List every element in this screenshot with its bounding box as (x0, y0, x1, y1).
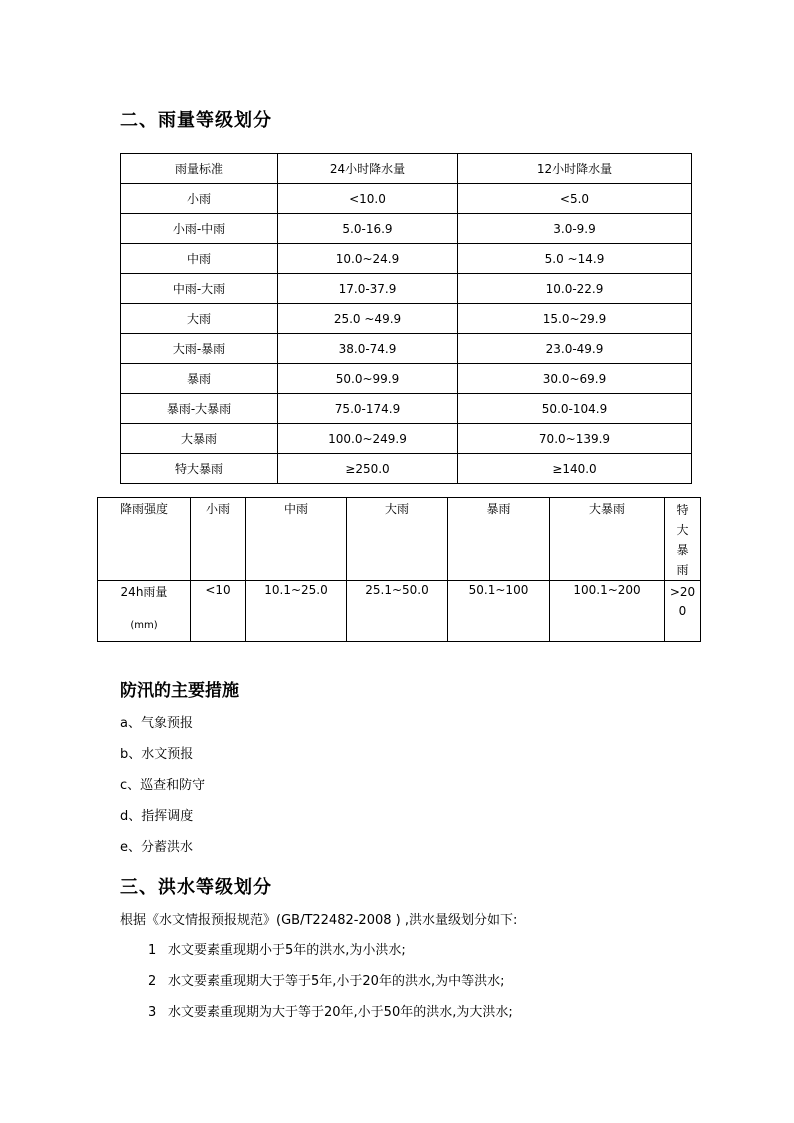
table-header-row (98, 498, 701, 581)
list-item: d、指挥调度 (120, 809, 194, 824)
item-number: 2 (148, 974, 157, 989)
table-row (121, 334, 692, 364)
header-cell: 暴雨 (448, 498, 550, 581)
rain-12h-cell: 30.0~69.9 (458, 364, 692, 394)
header-cell: 小雨 (191, 498, 246, 581)
header-cell: 12小时降水量 (458, 154, 692, 184)
table-header-row (121, 154, 692, 184)
item-number: 1 (148, 943, 157, 958)
flood-measures-list (120, 714, 205, 869)
rain-12h-cell: 50.0-104.9 (458, 394, 692, 424)
list-item: a、气象预报 (120, 716, 193, 731)
header-cell: 雨量标准 (121, 154, 278, 184)
rain-12h-cell: 70.0~139.9 (458, 424, 692, 454)
rain-24h-cell: 38.0-74.9 (278, 334, 458, 364)
value-cell: 25.1~50.0 (347, 581, 448, 642)
value-cell: 50.1~100 (448, 581, 550, 642)
value-cell (665, 581, 701, 642)
header-cell: 大雨 (347, 498, 448, 581)
item-text: 水文要素重现期为大于等于20年,小于50年的洪水,为大洪水; (168, 1005, 513, 1020)
table-row (121, 394, 692, 424)
header-cell: 中雨 (246, 498, 347, 581)
table-row (98, 581, 701, 642)
rain-24h-cell: 50.0~99.9 (278, 364, 458, 394)
row-label: 24h雨量 (120, 585, 168, 599)
header-cell-text: 特大暴雨 (676, 503, 689, 577)
rain-24h-cell: 75.0-174.9 (278, 394, 458, 424)
rain-24h-cell: 25.0 ~49.9 (278, 304, 458, 334)
table-row (121, 244, 692, 274)
table-row (121, 214, 692, 244)
header-cell (665, 498, 701, 581)
rain-12h-cell: 15.0~29.9 (458, 304, 692, 334)
item-number: 3 (148, 1005, 157, 1020)
section3-intro: 根据《水文情报预报规范》(GB/T22482-2008 ) ,洪水量级划分如下: (120, 913, 518, 928)
list-item: b、水文预报 (120, 747, 194, 762)
rain-12h-cell: <5.0 (458, 184, 692, 214)
table-row (121, 274, 692, 304)
rain-24h-cell: 5.0-16.9 (278, 214, 458, 244)
rain-24h-cell: 100.0~249.9 (278, 424, 458, 454)
rain-12h-cell: 3.0-9.9 (458, 214, 692, 244)
value-cell: <10 (191, 581, 246, 642)
rain-level-cell: 特大暴雨 (121, 454, 278, 484)
section2-title: 二、雨量等级划分 (120, 110, 272, 131)
rain-12h-cell: 23.0-49.9 (458, 334, 692, 364)
section3-title: 三、洪水等级划分 (120, 877, 272, 898)
rain-intensity-table (97, 497, 701, 642)
list-item: c、巡查和防守 (120, 778, 206, 793)
list-item: e、分蓄洪水 (120, 840, 193, 855)
rain-level-cell: 中雨-大雨 (121, 274, 278, 304)
rain-12h-cell: 5.0 ~14.9 (458, 244, 692, 274)
table-row (121, 454, 692, 484)
row-label-cell (98, 581, 191, 642)
rain-level-cell: 大雨 (121, 304, 278, 334)
table-row (121, 304, 692, 334)
flood-rules-list (148, 940, 513, 1033)
rain-24h-cell: <10.0 (278, 184, 458, 214)
header-cell: 24小时降水量 (278, 154, 458, 184)
rain-level-cell: 暴雨 (121, 364, 278, 394)
rainfall-level-table (120, 153, 692, 484)
rain-24h-cell: 10.0~24.9 (278, 244, 458, 274)
item-text: 水文要素重现期小于5年的洪水,为小洪水; (168, 943, 406, 958)
item-text: 水文要素重现期大于等于5年,小于20年的洪水,为中等洪水; (168, 974, 505, 989)
table-row (121, 424, 692, 454)
table-row (121, 364, 692, 394)
rain-level-cell: 小雨 (121, 184, 278, 214)
flood-measures-title: 防汛的主要措施 (120, 681, 239, 701)
header-cell: 大暴雨 (550, 498, 665, 581)
rain-level-cell: 小雨-中雨 (121, 214, 278, 244)
rain-24h-cell: ≥250.0 (278, 454, 458, 484)
rain-12h-cell: 10.0-22.9 (458, 274, 692, 304)
rain-level-cell: 暴雨-大暴雨 (121, 394, 278, 424)
value-cell-text: >200 (669, 585, 696, 618)
list-item (148, 1002, 513, 1033)
list-item (148, 971, 513, 1002)
rain-level-cell: 大雨-暴雨 (121, 334, 278, 364)
rain-level-cell: 中雨 (121, 244, 278, 274)
table-row (121, 184, 692, 214)
row-unit: (mm) (130, 620, 158, 631)
value-cell: 100.1~200 (550, 581, 665, 642)
value-cell: 10.1~25.0 (246, 581, 347, 642)
rain-24h-cell: 17.0-37.9 (278, 274, 458, 304)
rain-12h-cell: ≥140.0 (458, 454, 692, 484)
rain-level-cell: 大暴雨 (121, 424, 278, 454)
header-cell: 降雨强度 (98, 498, 191, 581)
list-item (148, 940, 513, 971)
